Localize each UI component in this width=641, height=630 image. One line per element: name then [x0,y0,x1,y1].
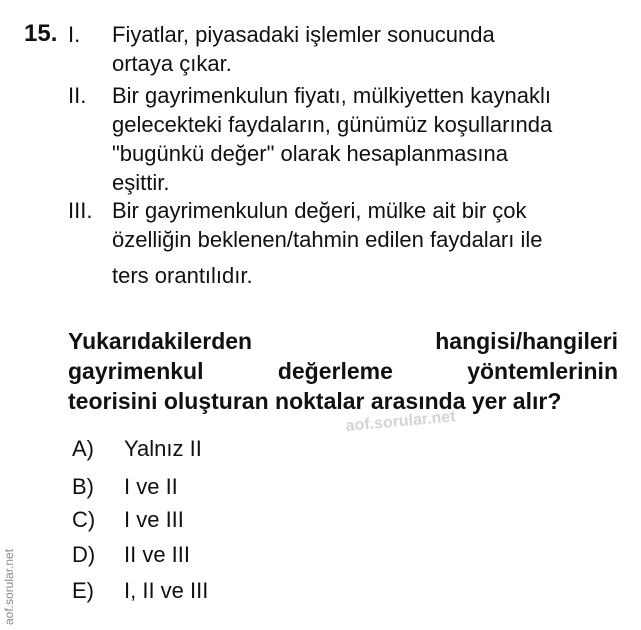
statement-2-line: eşittir. [112,170,170,195]
prompt-word: değerleme [277,358,393,384]
question-number: 15. [24,20,58,47]
option-text: II ve III [124,542,191,567]
prompt-word: hangisi/hangileri [435,328,618,354]
prompt-word: Yukarıdakilerden [68,328,253,354]
option-text: I, II ve III [124,578,209,603]
option-letter: E) [72,578,94,603]
watermark-center: aof.sorular.net [345,408,457,435]
statement-1-numeral: I. [68,22,81,47]
option-letter: A) [72,436,94,461]
prompt-line [68,356,618,386]
statement-1-line: Fiyatlar, piyasadaki işlemler sonucunda [112,22,495,47]
statement-2-line: "bugünkü değer" olarak hesaplanmasına [112,141,508,166]
statement-2-line: gelecekteki faydaların, günümüz koşullarında [112,112,553,137]
option-text: I ve III [124,507,184,532]
statement-1-line: ortaya çıkar. [112,51,232,76]
statement-3-line: Bir gayrimenkulun değeri, mülke ait bir çok [112,198,527,223]
prompt-word: gayrimenkul [68,358,204,384]
prompt-line: teorisini oluşturan noktalar arasında yer alır? [68,388,562,414]
prompt-word: yöntemlerinin [467,358,618,384]
option-text: I ve II [124,474,178,499]
option-letter: D) [72,542,96,567]
watermark-side: aof.sorular.net [2,548,16,625]
option-letter: B) [72,474,94,499]
statement-2-numeral: II. [68,83,87,108]
statement-3-line: ters orantılıdır. [112,263,253,288]
option-text: Yalnız II [124,436,202,461]
question-prompt [68,326,618,416]
statement-2-line: Bir gayrimenkulun fiyatı, mülkiyetten kaynaklı [112,83,551,108]
prompt-line [68,326,618,356]
statement-3-line: özelliğin beklenen/tahmin edilen faydaları ile [112,227,543,252]
option-letter: C) [72,507,96,532]
statement-3-numeral: III. [68,198,93,223]
